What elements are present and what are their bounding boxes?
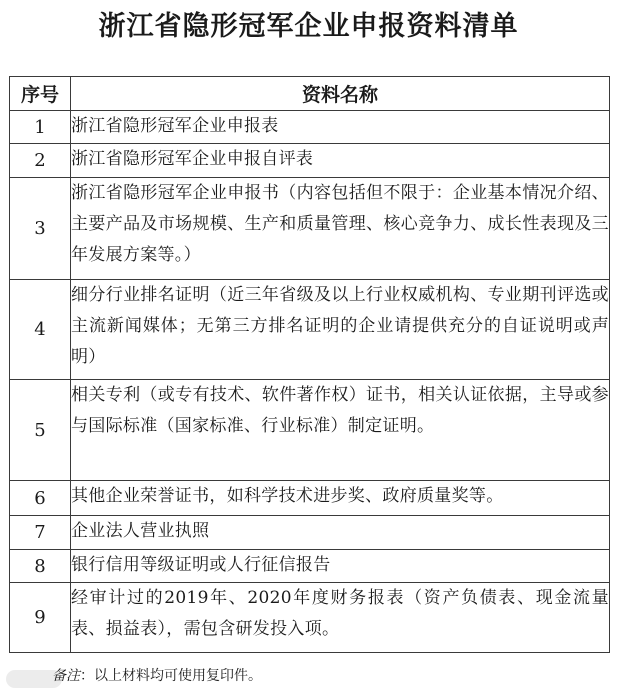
row-number: 6 bbox=[10, 481, 71, 516]
row-text: 浙江省隐形冠军企业申报表 bbox=[71, 111, 610, 144]
header-material-name: 资料名称 bbox=[71, 77, 610, 111]
row-number: 9 bbox=[10, 583, 71, 653]
row-number: 3 bbox=[10, 178, 71, 280]
table-row bbox=[10, 178, 610, 280]
row-text: 其他企业荣誉证书，如科学技术进步奖、政府质量奖等。 bbox=[71, 481, 610, 516]
table-row bbox=[10, 380, 610, 481]
row-text: 银行信用等级证明或人行征信报告 bbox=[71, 550, 610, 583]
row-text: 浙江省隐形冠军企业申报书（内容包括但不限于：企业基本情况介绍、主要产品及市场规模、生产和质量管理、核心竞争力、成长性表现及三年发展方案等。） bbox=[71, 178, 610, 280]
row-number: 2 bbox=[10, 144, 71, 178]
table-row bbox=[10, 144, 610, 178]
row-text: 经审计过的2019年、2020年度财务报表（资产负债表、现金流量表、损益表），需包含研发投入项。 bbox=[71, 583, 610, 653]
footnote-label: 备注 bbox=[52, 668, 80, 684]
row-text: 企业法人营业执照 bbox=[71, 516, 610, 550]
row-number: 1 bbox=[10, 111, 71, 144]
row-number: 4 bbox=[10, 280, 71, 380]
table-row bbox=[10, 280, 610, 380]
table-row bbox=[10, 516, 610, 550]
table-row bbox=[10, 550, 610, 583]
table-header-row bbox=[10, 77, 610, 111]
row-number: 7 bbox=[10, 516, 71, 550]
footnote bbox=[52, 665, 262, 685]
footnote-text: ：以上材料均可使用复印件。 bbox=[80, 668, 262, 684]
header-index: 序号 bbox=[10, 77, 71, 111]
materials-table bbox=[9, 76, 610, 653]
row-text: 细分行业排名证明（近三年省级及以上行业权威机构、专业期刊评选或主流新闻媒体；无第三方排名证明的企业请提供充分的自证说明或声明） bbox=[71, 280, 610, 380]
table-row bbox=[10, 481, 610, 516]
page-title: 浙江省隐形冠军企业申报资料清单 bbox=[98, 11, 519, 42]
table-row bbox=[10, 583, 610, 653]
row-number: 5 bbox=[10, 380, 71, 481]
row-text: 相关专利（或专有技术、软件著作权）证书，相关认证依据，主导或参与国际标准（国家标准、行业标准）制定证明。 bbox=[71, 380, 610, 481]
row-number: 8 bbox=[10, 550, 71, 583]
table-row bbox=[10, 111, 610, 144]
row-text: 浙江省隐形冠军企业申报自评表 bbox=[71, 144, 610, 178]
